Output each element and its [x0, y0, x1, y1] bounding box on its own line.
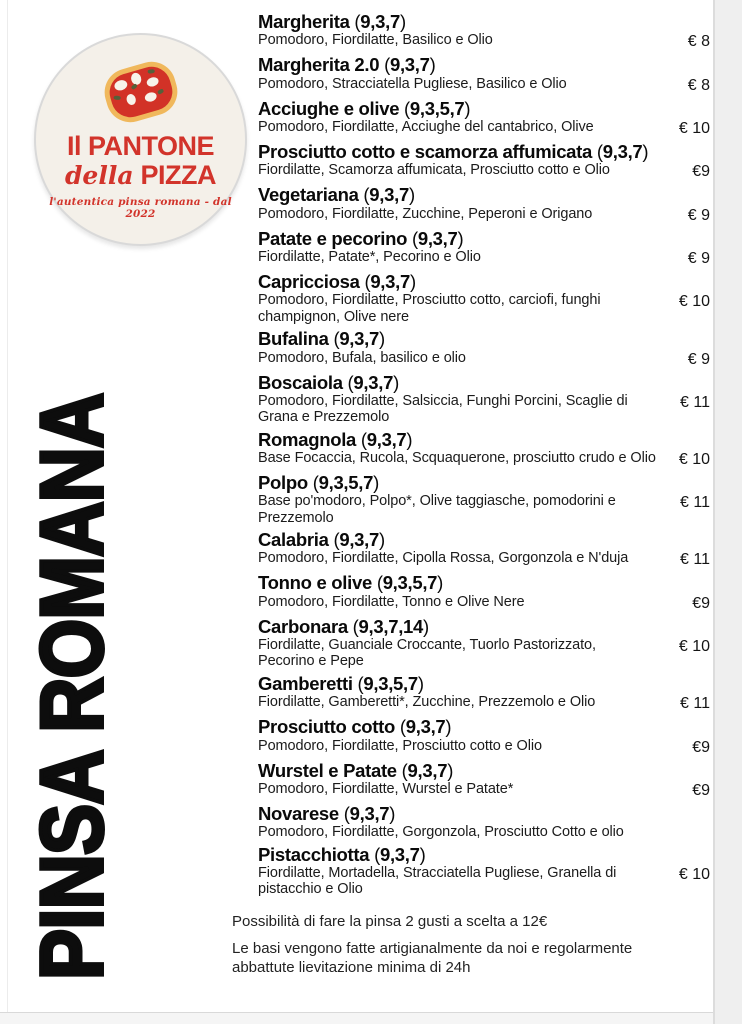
menu-item-description: Pomodoro, Fiordilatte, Salsiccia, Funghi Porcini, Scaglie di Grana e Prezzemolo [258, 392, 628, 426]
menu-item [258, 573, 712, 612]
menu-item-allergens: ( 9,3,7 ) [597, 141, 648, 162]
menu-item-name: Prosciutto cotto [258, 716, 396, 738]
page-edge-band [713, 0, 742, 1024]
menu-item-description: Pomodoro, Stracciatella Pugliese, Basilico e Olio [258, 75, 567, 92]
menu-item [258, 804, 712, 841]
menu-item [258, 530, 712, 569]
logo-tagline: l'autentica pinsa romana - dal 2022 [49, 196, 232, 220]
menu-item-name: Novarese [258, 802, 339, 824]
menu-item-allergens: ( 9,3,7 ) [364, 271, 415, 292]
menu-item-row [258, 824, 712, 840]
menu-item-title [258, 674, 712, 694]
menu-item-allergens: ( 9,3,7,14 ) [353, 616, 429, 637]
logo-name-line1 [67, 133, 214, 160]
menu-item-name: Margherita [258, 11, 350, 32]
menu-item-description: Pomodoro, Fiordilatte, Gorgonzola, Prosciutto Cotto e olio [258, 824, 624, 841]
menu-item-row [258, 738, 712, 757]
menu-item-name: Gamberetti [258, 672, 353, 694]
menu-item-title [258, 617, 712, 637]
menu-item-description: Pomodoro, Fiordilatte, Wurstel e Patate* [258, 780, 514, 797]
logo-pizza: PIZZA [140, 160, 217, 190]
menu-item-title [258, 573, 712, 593]
menu-item-allergens: ( 9,3,5,7 ) [377, 572, 443, 593]
menu-item-title [258, 229, 712, 249]
menu-item-allergens: ( 9,3,7 ) [384, 54, 435, 75]
menu-item-allergens: ( 9,3,7 ) [361, 429, 412, 450]
menu-item-allergens: ( 9,3,7 ) [354, 11, 405, 32]
menu-item-description: Fiordilatte, Scamorza affumicata, Prosciutto cotto e Olio [258, 162, 610, 179]
menu-item [258, 373, 712, 426]
menu-item-allergens: ( 9,3,7 ) [333, 328, 384, 349]
menu-item [258, 845, 712, 898]
menu-item-allergens: ( 9,3,7 ) [374, 844, 425, 865]
footer-note-dough: Le basi vengono fatte artigianalmente da noi e regolarmente abbattute lievitazione minima di 24h [232, 940, 633, 976]
basil-speck [113, 96, 120, 100]
menu-item-description: Fiordilatte, Patate*, Pecorino e Olio [258, 249, 481, 266]
menu-item [258, 430, 712, 469]
menu-item-price: € 11 [680, 494, 710, 512]
menu-item-title [258, 761, 712, 781]
menu-item-name: Carbonara [258, 615, 348, 637]
section-title-pinsa-romana: PINSA ROMANA [22, 393, 121, 980]
menu-item-name: Romagnola [258, 428, 357, 450]
menu-item-name: Bufalina [258, 328, 329, 350]
menu-item-price: €9 [692, 738, 710, 756]
menu-item-price: € 9 [687, 206, 710, 224]
footer-note-combo: Possibilità di fare la pinsa 2 gusti a scelta a 12€ [232, 912, 548, 930]
menu-item [258, 12, 712, 51]
logo-pantone: PANTONE [88, 131, 215, 161]
menu-item-row [258, 350, 712, 369]
page-bottom-edge [0, 1012, 713, 1024]
menu-item-allergens: ( 9,3,5,7 ) [313, 472, 379, 493]
pinsa-pizza-icon [98, 56, 182, 128]
menu-item [258, 185, 712, 224]
menu-item-title [258, 272, 712, 292]
menu-item-title [258, 845, 712, 865]
menu-item-row [258, 637, 712, 670]
menu-item-description: Fiordilatte, Gamberetti*, Zucchine, Prezzemolo e Olio [258, 694, 596, 711]
menu-item-description: Pomodoro, Fiordilatte, Acciughe del cantabrico, Olive [258, 119, 594, 136]
basil-speck [147, 69, 154, 74]
menu-item [258, 272, 712, 325]
menu-item-price: € 10 [678, 450, 710, 468]
menu-item-allergens: ( 9,3,7 ) [363, 184, 414, 205]
menu-item-description: Pomodoro, Fiordilatte, Prosciutto cotto e Olio [258, 737, 542, 754]
menu-item [258, 229, 712, 268]
menu-item-price: € 11 [680, 551, 710, 569]
menu-item-allergens: ( 9,3,7 ) [344, 803, 395, 824]
menu-item-name: Boscaiola [258, 371, 343, 393]
logo-della: della [64, 161, 134, 190]
menu-item-price: €9 [692, 163, 710, 181]
menu-item-title [258, 99, 712, 119]
menu-item-name: Capricciosa [258, 271, 360, 293]
menu-item-name: Prosciutto cotto e scamorza affumicata [258, 141, 593, 163]
menu-item-row [258, 493, 712, 526]
menu-item-allergens: ( 9,3,5,7 ) [404, 98, 470, 119]
menu-item-allergens: ( 9,3,7 ) [348, 372, 399, 393]
menu-item [258, 617, 712, 670]
menu-item-name: Pistacchiotta [258, 843, 370, 865]
menu-item [258, 142, 712, 181]
menu-item-row [258, 450, 712, 469]
menu-item-price: € 8 [687, 33, 710, 51]
menu-item-description: Pomodoro, Fiordilatte, Prosciutto cotto, carciofi, funghi champignon, Olive nere [258, 292, 601, 325]
menu-item-price: € 11 [680, 393, 710, 411]
menu-item [258, 674, 712, 713]
menu-item-price: € 10 [678, 865, 710, 883]
menu-item-title [258, 329, 712, 349]
menu-item-price [666, 824, 712, 840]
menu-item-row [258, 162, 712, 181]
menu-item-price: €9 [692, 594, 710, 612]
menu-item-price: € 10 [678, 293, 710, 311]
menu-item-row [258, 550, 712, 569]
menu-item-description: Base Focaccia, Rucola, Scquaquerone, prosciutto crudo e Olio [258, 449, 656, 466]
menu-item-name: Polpo [258, 471, 308, 493]
menu-item-row [258, 32, 712, 51]
menu-item [258, 717, 712, 756]
menu-item-description: Pomodoro, Fiordilatte, Cipolla Rossa, Gorgonzola e N'duja [258, 550, 629, 567]
menu-item-row [258, 781, 712, 800]
menu-item-row [258, 249, 712, 268]
menu-item-name: Calabria [258, 529, 329, 551]
menu-item-row [258, 594, 712, 613]
menu-item-price: € 8 [687, 76, 710, 94]
menu-item-row [258, 292, 712, 325]
menu-item-price: € 9 [687, 350, 710, 368]
menu-item-price: €9 [692, 781, 710, 799]
menu-item-price: € 11 [680, 695, 710, 713]
menu-item-title [258, 804, 712, 824]
menu-item-name: Wurstel e Patate [258, 759, 397, 781]
menu-item-name: Patate e pecorino [258, 227, 408, 249]
menu-item-title [258, 185, 712, 205]
menu-column [232, 11, 712, 978]
menu-item-allergens: ( 9,3,7 ) [402, 760, 453, 781]
menu-item-title [258, 12, 712, 32]
page-left-edge [7, 0, 8, 1012]
menu-item-row [258, 206, 712, 225]
menu-item-title [258, 55, 712, 75]
menu-item-description: Fiordilatte, Guanciale Croccante, Tuorlo Pastorizzato, Pecorino e Pepe [258, 637, 596, 670]
menu-item-title [258, 717, 712, 737]
menu-item-allergens: ( 9,3,7 ) [400, 716, 451, 737]
menu-item [258, 329, 712, 368]
menu-item-description: Pomodoro, Fiordilatte, Tonno e Olive Nere [258, 593, 525, 610]
menu-item-description: Pomodoro, Fiordilatte, Zucchine, Peperoni e Origano [258, 205, 593, 222]
menu-item-description: Pomodoro, Bufala, basilico e olio [258, 349, 466, 366]
menu-item-title [258, 142, 712, 162]
menu-item-allergens: ( 9,3,7 ) [333, 529, 384, 550]
menu-item-description: Base po'modoro, Polpo*, Olive taggiasche, pomodorini e Prezzemolo [258, 493, 616, 526]
pizza-sauce-shape [105, 62, 177, 121]
menu-item [258, 55, 712, 94]
menu-item-allergens: ( 9,3,7 ) [412, 228, 463, 249]
menu-item-name: Tonno e olive [258, 572, 372, 594]
menu-footer [232, 912, 702, 978]
menu-items [258, 12, 712, 898]
menu-item-row [258, 119, 712, 138]
menu-item-price: € 9 [687, 250, 710, 268]
menu-item-title [258, 473, 712, 493]
menu-item [258, 473, 712, 526]
restaurant-logo [34, 33, 247, 246]
menu-item-title [258, 530, 712, 550]
menu-item-row [258, 393, 712, 426]
menu-item-description: Pomodoro, Fiordilatte, Basilico e Olio [258, 32, 493, 49]
menu-item-name: Acciughe e olive [258, 97, 400, 119]
logo-name-line2 [65, 162, 216, 189]
menu-item [258, 761, 712, 800]
menu-item-name: Vegetariana [258, 184, 359, 206]
menu-item-row [258, 865, 712, 898]
menu-item-title [258, 430, 712, 450]
menu-item-description: Fiordilatte, Mortadella, Stracciatella Pugliese, Granella di pistacchio e Olio [258, 864, 617, 898]
menu-item-price: € 10 [678, 638, 710, 656]
logo-il: Il [66, 131, 81, 161]
menu-item-price: € 10 [678, 120, 710, 138]
menu-item-title [258, 373, 712, 393]
menu-item-row [258, 694, 712, 713]
menu-item [258, 99, 712, 138]
menu-item-name: Margherita 2.0 [258, 54, 380, 76]
menu-item-row [258, 76, 712, 95]
menu-item-allergens: ( 9,3,5,7 ) [358, 673, 424, 694]
